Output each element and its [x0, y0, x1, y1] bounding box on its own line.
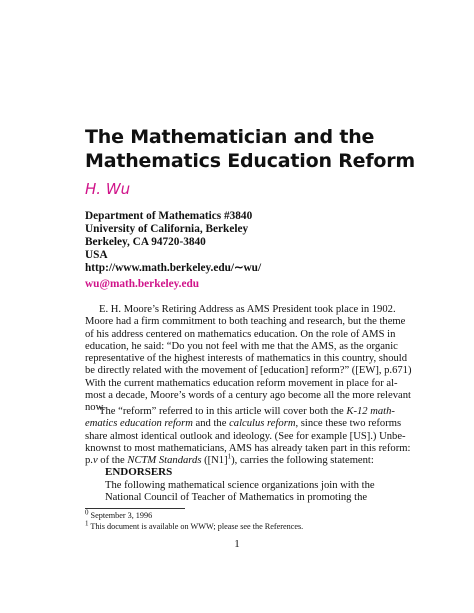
body-paragraph-2	[85, 406, 411, 467]
paper-title	[85, 125, 445, 173]
paragraph-line: share almost identical outlook and ideology. (See for example [US].) Unbe-	[85, 430, 406, 442]
title-line-2: Mathematics Education Reform	[85, 150, 416, 172]
paragraph-line: The following mathematical science organizations join with the	[105, 480, 375, 491]
footnote-0	[85, 508, 153, 520]
affiliation-line: University of California, Berkeley	[85, 223, 249, 235]
paragraph-line: National Council of Teacher of Mathematics in promoting the	[105, 492, 368, 504]
author-email[interactable]: wu@math.berkeley.edu	[85, 278, 200, 290]
paragraph-line: education, he said: “Do you not feel with me that the AMS, as the organic	[85, 340, 398, 352]
paragraph-line: Moore had a firm commitment to both teaching and research, but the theme	[85, 316, 406, 328]
emphasis-text: ematics education reform	[85, 418, 193, 430]
footnote-rule	[85, 508, 185, 509]
paragraph-line: E. H. Moore’s Retiring Address as AMS President took place in 1902.	[99, 304, 396, 315]
emphasis-text: NCTM Standards	[127, 455, 202, 467]
emphasis-text: K-12 math-	[346, 406, 395, 417]
paragraph-line	[85, 406, 395, 418]
text-run: , since these two reforms	[295, 418, 402, 430]
section-heading-endorsers: ENDORSERS	[105, 466, 173, 478]
footnote-text: September 3, 1996	[88, 511, 153, 520]
paragraph-line: be directly related with the movement of [education] reform?” ([EW], p.671)	[85, 365, 412, 377]
paragraph-line: of his address centered on mathematics education. On the role of AMS in	[85, 328, 396, 340]
affiliation-line: Department of Mathematics #3840	[85, 210, 253, 222]
text-run: of the	[97, 455, 128, 467]
footnote-mark: 0	[85, 508, 89, 517]
body-paragraph-3	[105, 480, 387, 505]
footnote-1	[85, 519, 304, 531]
paragraph-line: With the current mathematics education reform movement in place for al-	[85, 377, 398, 389]
page-number: 1	[234, 538, 240, 550]
citation[interactable]: ([N1]	[201, 455, 228, 467]
text-run: The “reform” referred to in this article will cover both the	[99, 406, 347, 417]
text-run: p.	[85, 455, 93, 467]
paragraph-line: most a decade, Moore’s words of a century ago become all the more relevant	[85, 390, 411, 402]
affiliation-line: Berkeley, CA 94720-3840	[85, 236, 206, 248]
paragraph-line: knownst to most mathematicians, AMS has already taken part in this reform:	[85, 442, 411, 454]
footnote-ref[interactable]: 1	[227, 452, 232, 461]
paragraph-line	[85, 418, 402, 430]
emphasis-text: calculus reform	[229, 418, 296, 430]
text-run: ), carries the following statement:	[231, 455, 374, 467]
emphasis-text: v	[92, 455, 98, 467]
paragraph-line: representative of the highest interests of mathematics in this country, should	[85, 353, 408, 365]
affiliation-block	[85, 210, 415, 275]
text-run: and the	[192, 418, 230, 430]
body-paragraph-1	[85, 304, 412, 415]
affiliation-url[interactable]: http://www.math.berkeley.edu/∼wu/	[85, 262, 262, 274]
footnote-text: This document is available on WWW; please see the References.	[88, 522, 304, 531]
title-line-1: The Mathematician and the	[85, 126, 375, 148]
author-name: H. Wu	[85, 180, 131, 198]
paragraph-line: now.	[85, 402, 106, 414]
affiliation-line: USA	[85, 249, 108, 261]
footnote-mark: 1	[85, 519, 89, 528]
